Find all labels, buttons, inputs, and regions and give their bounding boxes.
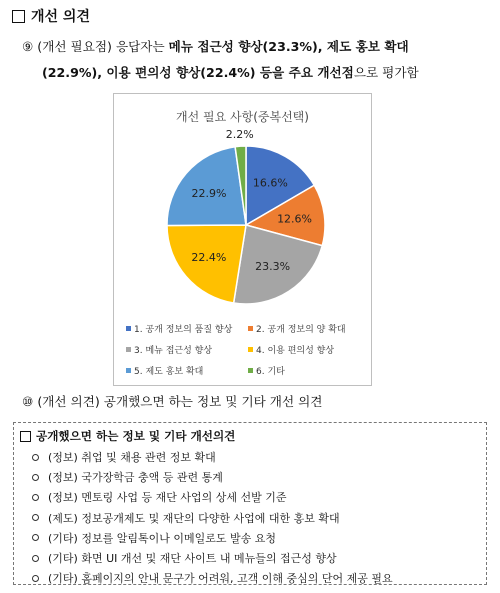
legend-swatch — [248, 368, 253, 373]
pie-chart — [113, 93, 372, 386]
list-item-text: (정보) 멘토링 사업 등 재단 사업의 상세 선발 기준 — [48, 491, 287, 505]
legend-label: 2. 공개 정보의 양 확대 — [256, 325, 346, 335]
list-item-text: (정보) 취업 및 채용 관련 정보 확대 — [48, 451, 216, 465]
opinions-list — [20, 447, 480, 588]
legend-item — [126, 364, 248, 377]
q10-heading — [22, 391, 322, 410]
checkbox-square-icon — [12, 10, 25, 23]
legend-row — [126, 343, 366, 356]
opinions-box-title — [20, 427, 480, 445]
list-item-text: (정보) 국가장학금 충액 등 관련 통계 — [48, 471, 223, 485]
list-item — [20, 568, 480, 588]
legend-item — [248, 364, 285, 377]
pie-data-label: 22.9% — [191, 186, 227, 200]
intro-suffix: 으로 평가함 — [353, 65, 419, 80]
q10-marker: ⑩ — [22, 394, 34, 409]
pie-data-label: 22.4% — [191, 250, 227, 264]
q10-text: (개선 의견) 공개했으면 하는 정보 및 기타 개선 의견 — [37, 394, 323, 409]
list-item — [20, 487, 480, 507]
pie-data-label: 23.3% — [255, 260, 291, 274]
opinions-box — [13, 422, 487, 585]
legend-item — [248, 343, 334, 356]
list-item — [20, 548, 480, 568]
chart-legend — [126, 322, 366, 385]
legend-item — [248, 322, 346, 335]
legend-swatch — [248, 347, 253, 352]
legend-label: 3. 메뉴 접근성 향상 — [134, 346, 213, 356]
intro-prefix: (개선 필요점) 응답자는 — [37, 39, 169, 54]
list-item-text: (기타) 홈페이지의 안내 문구가 어려워, 고객 이해 중심의 단어 제공 필요 — [48, 572, 393, 586]
circle-bullet-icon — [32, 474, 39, 481]
list-item-text: (제도) 정보공개제도 및 재단의 다양한 사업에 대한 홍보 확대 — [48, 511, 340, 525]
checkbox-square-icon — [20, 431, 31, 442]
legend-row — [126, 322, 366, 335]
list-item-text: (기타) 정보를 알림톡이나 이메일로도 발송 요청 — [48, 531, 276, 545]
legend-item — [126, 322, 248, 335]
section-title — [12, 6, 90, 26]
list-item — [20, 467, 480, 487]
pie-data-label: 2.2% — [225, 128, 254, 142]
circle-bullet-icon — [32, 514, 39, 521]
circle-bullet-icon — [32, 555, 39, 562]
opinions-box-title-text: 공개했으면 하는 정보 및 기타 개선의견 — [36, 429, 236, 443]
section-title-text: 개선 의견 — [31, 9, 90, 25]
intro-marker: ⑨ — [22, 39, 34, 54]
legend-label: 6. 기타 — [256, 367, 285, 377]
list-item-text: (기타) 화면 UI 개선 및 재단 사이트 내 메뉴들의 접근성 향상 — [48, 552, 337, 566]
pie-data-label: 16.6% — [252, 176, 288, 190]
list-item — [20, 528, 480, 548]
legend-swatch — [126, 347, 131, 352]
legend-row — [126, 364, 366, 377]
circle-bullet-icon — [32, 494, 39, 501]
list-item — [20, 447, 480, 467]
legend-item — [126, 343, 248, 356]
legend-label: 4. 이용 편의성 향상 — [256, 346, 335, 356]
circle-bullet-icon — [32, 534, 39, 541]
circle-bullet-icon — [32, 575, 39, 582]
pie-data-label: 12.6% — [277, 212, 313, 226]
chart-title: 개선 필요 사항(중복선택) — [176, 110, 309, 124]
circle-bullet-icon — [32, 454, 39, 461]
intro-paragraph — [22, 34, 492, 86]
pie-slice — [167, 225, 246, 303]
list-item — [20, 508, 480, 528]
legend-label: 1. 공개 정보의 품질 향상 — [134, 325, 233, 335]
legend-swatch — [126, 326, 131, 331]
intro-bold-1: 메뉴 접근성 향상(23.3%), 제도 홍보 확대 — [168, 39, 409, 54]
legend-swatch — [248, 326, 253, 331]
intro-bold-2: (22.9%), 이용 편의성 향상(22.4%) 등을 주요 개선점 — [42, 65, 354, 80]
legend-label: 5. 제도 홍보 확대 — [134, 367, 204, 377]
legend-swatch — [126, 368, 131, 373]
